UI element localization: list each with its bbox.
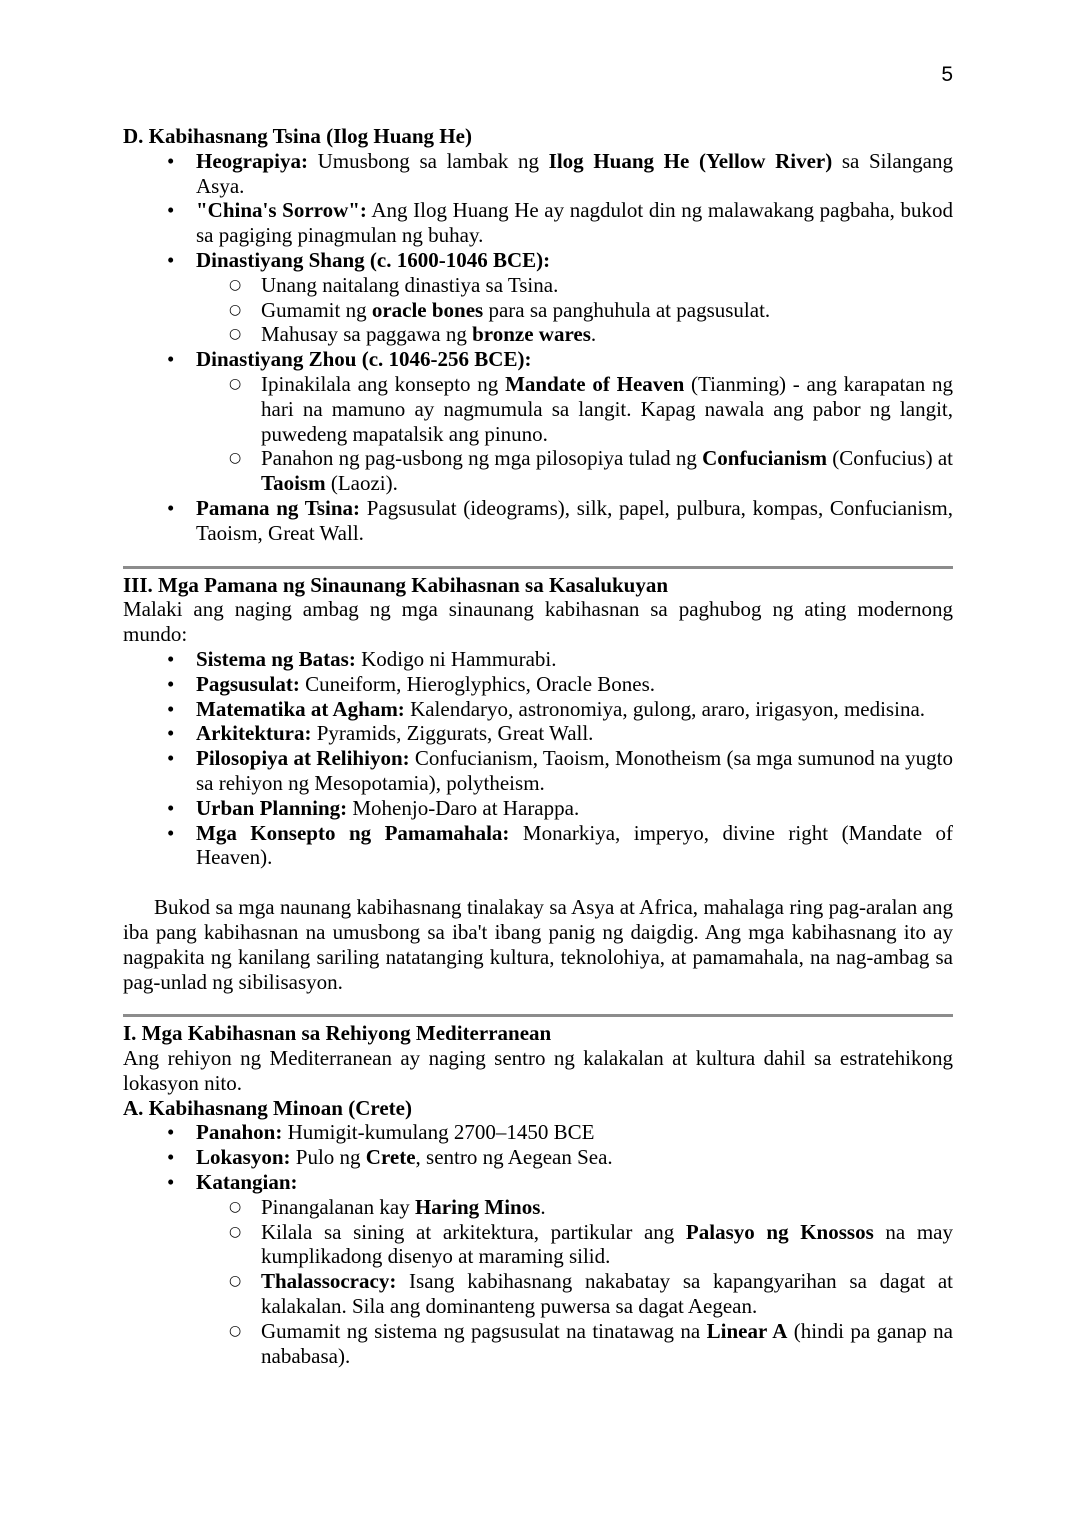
bullet-circle-icon: ○ — [229, 1223, 242, 1240]
text-run: Pagsusulat (ideograms), silk, papel, pulbura, kompas, Confucianism, Taoism, Great Wall. — [196, 495, 953, 545]
list-item — [123, 372, 953, 446]
bold-text-run: Thalassocracy: — [261, 1269, 397, 1294]
bold-text-run: oracle bones — [371, 297, 484, 322]
text-content — [196, 149, 953, 198]
text-content — [261, 1269, 953, 1318]
list-item — [123, 1120, 953, 1145]
list-item — [123, 322, 953, 347]
bullet-disc-icon: • — [167, 721, 175, 746]
text-run: Confucianism, Taoism, Monotheism (sa mga sumunod na yugto sa rehiyon ng Mesopotamia), polytheism. — [196, 746, 953, 795]
text-run: Kodigo ni Hammurabi. — [355, 646, 557, 671]
page-number: 5 — [941, 63, 953, 86]
text-run: Isang kabihasnang nakabatay sa kapangyarihan sa dagat at kalakalan. Sila ang dominanteng puwersa sa dagat Aegean. — [261, 1269, 953, 1319]
bullet-circle-icon: ○ — [229, 1198, 242, 1215]
list-item — [123, 298, 953, 323]
text-content — [123, 1096, 412, 1120]
bold-text-run: A. Kabihasnang Minoan (Crete) — [123, 1095, 412, 1120]
bold-text-run: Linear A — [706, 1318, 788, 1343]
bold-text-run: Palasyo ng Knossos — [685, 1219, 874, 1244]
text-content — [196, 796, 579, 820]
text-run: Gumamit ng — [261, 297, 372, 322]
bullet-circle-icon: ○ — [229, 1322, 242, 1339]
text-content — [196, 347, 531, 371]
bold-text-run: I. Mga Kabihasnan sa Rehiyong Mediterranean — [123, 1021, 552, 1046]
section-heading — [123, 573, 953, 598]
bold-text-run: Dinastiyang Shang (c. 1600-1046 BCE): — [196, 247, 551, 272]
list-item — [123, 746, 953, 796]
text-content — [196, 672, 655, 696]
text-run: (Confucius) at — [826, 446, 953, 471]
text-run: , sentro ng Aegean Sea. — [415, 1145, 613, 1170]
text-run: (Tianming) - ang karapatan ng hari na mamuno ay nagmumula sa langit. Kapag nawala ang pabor ng langit, puwedeng mapatalsik ang pinuno. — [261, 371, 953, 446]
text-run: Pyramids, Ziggurats, Great Wall. — [311, 721, 594, 746]
text-run: Pinangalanan kay — [261, 1194, 415, 1219]
bullet-disc-icon: • — [167, 247, 175, 272]
list-item — [123, 347, 953, 372]
text-content — [196, 198, 953, 247]
bold-text-run: Arkitektura: — [196, 721, 312, 746]
bullet-circle-icon: ○ — [229, 375, 242, 392]
bold-text-run: "China's Sorrow": — [196, 198, 367, 223]
bullet-circle-icon: ○ — [229, 1273, 242, 1290]
bold-text-run: Crete — [365, 1145, 416, 1170]
list-item — [123, 1319, 953, 1369]
bullet-disc-icon: • — [167, 820, 175, 845]
text-content — [261, 446, 953, 495]
text-run: para sa panghuhula at pagsusulat. — [483, 297, 771, 322]
bullet-disc-icon: • — [167, 1120, 175, 1145]
list-item — [123, 796, 953, 821]
bullet-circle-icon: ○ — [229, 301, 242, 318]
text-run: sa Silangang Asya. — [196, 148, 953, 198]
document-body — [123, 124, 953, 1368]
text-run: Ang Ilog Huang He ay nagdulot din ng malawakang pagbaha, bukod sa pagiging pinagmulan ng buhay. — [196, 198, 953, 248]
text-content — [261, 372, 953, 446]
text-run: Mahusay sa paggawa ng — [261, 322, 473, 347]
text-run: Panahon ng pag-usbong ng mga pilosopiya tulad ng — [261, 446, 703, 471]
bold-text-run: III. Mga Pamana ng Sinaunang Kabihasnan sa Kasalukuyan — [123, 572, 669, 597]
bold-text-run: Mga Konsepto ng Pamamahala: — [196, 820, 510, 845]
bold-text-run: Mandate of Heaven — [505, 371, 685, 396]
section-heading — [123, 1096, 953, 1121]
bullet-circle-icon: ○ — [229, 276, 242, 293]
text-run: Cuneiform, Hieroglyphics, Oracle Bones. — [299, 671, 656, 696]
text-content — [196, 248, 550, 272]
text-run: Bukod sa mga naunang kabihasnang tinalakay sa Asya at Africa, mahalaga ring pag-aralan ang iba pang kabihasnan na umusbong sa iba't ibang panig ng daigdig. Ang mga kabihasnang ito ay nagpakita ng kanilang sariling natatanging kultura, teknolohiya, at pamamahala, na nag-ambag sa pag-unlad ng sibilisasyon. — [123, 895, 953, 994]
bullet-disc-icon: • — [167, 1145, 175, 1170]
text-run: na may kumplikadong disenyo at maraming silid. — [261, 1219, 953, 1269]
bullet-disc-icon: • — [167, 696, 175, 721]
text-content — [123, 1046, 953, 1095]
text-content — [123, 1021, 551, 1045]
list-item — [123, 446, 953, 496]
list-item — [123, 273, 953, 298]
text-run: Humigit-kumulang 2700–1450 BCE — [282, 1120, 595, 1145]
text-run: . — [590, 322, 597, 347]
text-run: Umusbong sa lambak ng — [307, 148, 549, 173]
text-run: Pulo ng — [290, 1145, 366, 1170]
text-run: Kilala sa sining at arkitektura, partikular ang — [261, 1219, 686, 1244]
bullet-disc-icon: • — [167, 646, 175, 671]
bold-text-run: Pamana ng Tsina: — [196, 495, 361, 520]
text-content — [196, 697, 925, 721]
list-item — [123, 496, 953, 546]
text-content — [261, 1195, 546, 1219]
bullet-circle-icon: ○ — [229, 326, 242, 343]
text-content — [123, 573, 668, 597]
list-item — [123, 672, 953, 697]
bullet-disc-icon: • — [167, 198, 175, 223]
bullet-disc-icon: • — [167, 495, 175, 520]
bold-text-run: Pilosopiya at Relihiyon: — [196, 746, 410, 771]
text-content — [123, 124, 472, 148]
bullet-disc-icon: • — [167, 746, 175, 771]
bullet-disc-icon: • — [167, 795, 175, 820]
list-item — [123, 248, 953, 273]
text-content — [196, 721, 593, 745]
text-content — [196, 647, 556, 671]
list-item — [123, 697, 953, 722]
list-item — [123, 149, 953, 199]
paragraph — [123, 895, 953, 994]
bold-text-run: D. Kabihasnang Tsina (Ilog Huang He) — [123, 124, 472, 148]
bold-text-run: bronze wares — [472, 322, 591, 347]
bold-text-run: Confucianism — [702, 446, 827, 471]
bold-text-run: Matematika at Agham: — [196, 696, 405, 721]
bold-text-run: Ilog Huang He (Yellow River) — [548, 148, 833, 173]
text-content — [123, 597, 953, 646]
bullet-disc-icon: • — [167, 671, 175, 696]
bold-text-run: Pagsusulat: — [196, 671, 300, 696]
text-run: Malaki ang naging ambag ng mga sinaunang kabihasnan sa paghubog ng ating modernong mundo: — [123, 597, 953, 647]
text-run: Unang naitalang dinastiya sa Tsina. — [261, 272, 559, 297]
bold-text-run: Lokasyon: — [196, 1145, 291, 1170]
paragraph — [123, 597, 953, 647]
text-content — [123, 895, 953, 993]
bullet-disc-icon: • — [167, 1170, 175, 1195]
text-run: Gumamit ng sistema ng pagsusulat na tinatawag na — [261, 1318, 707, 1343]
bold-text-run: Urban Planning: — [196, 795, 348, 820]
list-item — [123, 1220, 953, 1270]
text-content — [261, 322, 596, 346]
text-run: Kalendaryo, astronomiya, gulong, araro, irigasyon, medisina. — [404, 696, 926, 721]
section-divider — [123, 566, 953, 569]
list-item — [123, 647, 953, 672]
bullet-disc-icon: • — [167, 148, 175, 173]
list-item — [123, 721, 953, 746]
bold-text-run: Dinastiyang Zhou (c. 1046-256 BCE): — [196, 347, 532, 372]
bullet-circle-icon: ○ — [229, 450, 242, 467]
list-item — [123, 821, 953, 871]
list-item — [123, 1145, 953, 1170]
bullet-disc-icon: • — [167, 347, 175, 372]
section-heading — [123, 124, 953, 149]
text-run: (Laozi). — [325, 471, 398, 496]
bold-text-run: Haring Minos — [414, 1194, 541, 1219]
text-content — [261, 1319, 953, 1368]
section-heading — [123, 1021, 953, 1046]
text-run: Ipinakilala ang konsepto ng — [261, 371, 506, 396]
bold-text-run: Taoism — [261, 471, 326, 496]
text-content — [196, 496, 953, 545]
bold-text-run: Panahon: — [196, 1120, 283, 1145]
list-item — [123, 198, 953, 248]
text-content — [196, 1170, 298, 1194]
bold-text-run: Sistema ng Batas: — [196, 646, 356, 671]
paragraph — [123, 1046, 953, 1096]
text-run: Monarkiya, imperyo, divine right (Mandate of Heaven). — [196, 820, 953, 870]
text-content — [196, 746, 953, 795]
list-item — [123, 1170, 953, 1195]
text-content — [261, 273, 558, 297]
text-content — [196, 1145, 613, 1169]
text-content — [196, 1120, 594, 1144]
text-content — [261, 298, 770, 322]
text-run: Ang rehiyon ng Mediterranean ay naging sentro ng kalakalan at kultura dahil sa estratehikong lokasyon nito. — [123, 1046, 953, 1095]
list-item — [123, 1269, 953, 1319]
bold-text-run: Katangian: — [196, 1170, 298, 1195]
list-item — [123, 1195, 953, 1220]
section-divider — [123, 1014, 953, 1017]
text-content — [261, 1220, 953, 1269]
text-content — [196, 821, 953, 870]
text-run: (hindi pa ganap na nababasa). — [261, 1318, 953, 1368]
text-run: . — [540, 1194, 546, 1219]
text-run: Mohenjo-Daro at Harappa. — [347, 795, 580, 820]
bold-text-run: Heograpiya: — [196, 148, 308, 173]
